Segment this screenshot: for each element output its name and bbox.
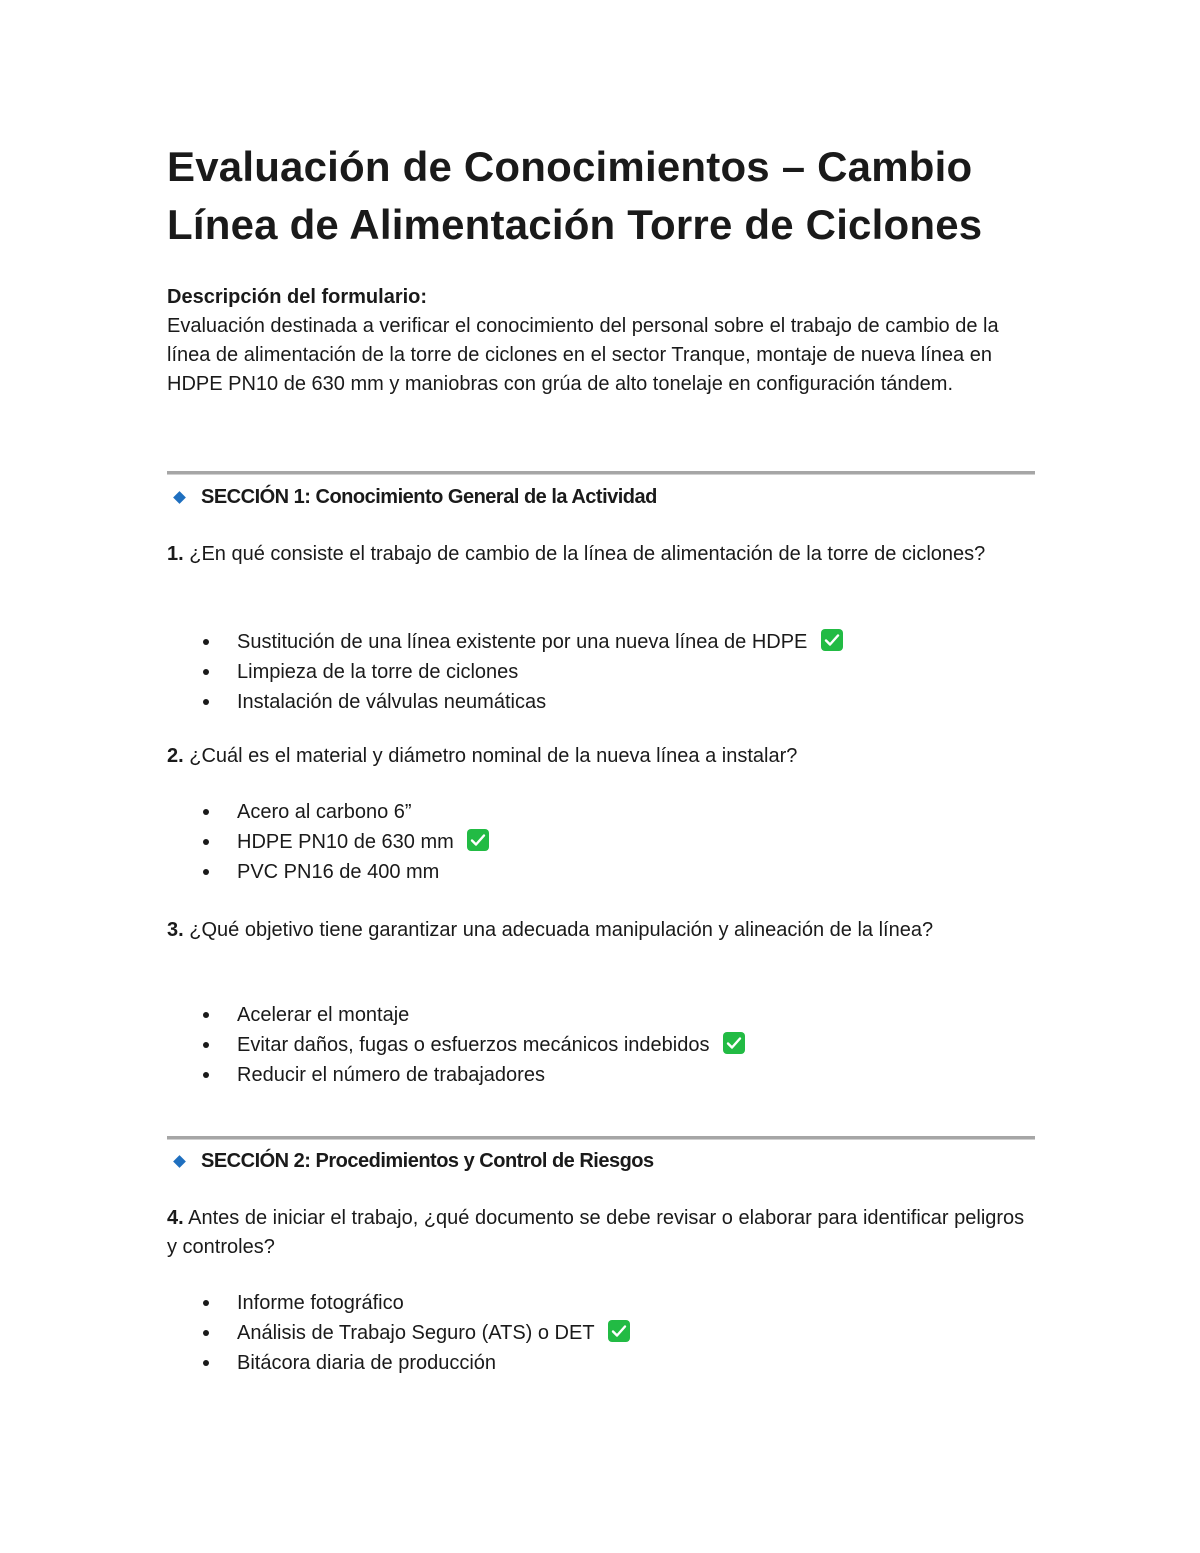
- option-label: Evitar daños, fugas o esfuerzos mecánicos indebidos: [237, 1034, 710, 1056]
- section-divider: [167, 471, 1035, 475]
- option-label: Reducir el número de trabajadores: [237, 1064, 545, 1086]
- question-number: 2.: [167, 745, 184, 767]
- section-divider: [167, 1136, 1035, 1140]
- option-item: [167, 857, 1027, 887]
- check-icon: [467, 829, 489, 851]
- question-text: ¿Qué objetivo tiene garantizar una adecuada manipulación y alineación de la línea?: [189, 919, 934, 941]
- question-number: 3.: [167, 919, 184, 941]
- option-label: Bitácora diaria de producción: [237, 1352, 497, 1374]
- option-label: PVC PN16 de 400 mm: [237, 861, 440, 883]
- form-description: [167, 283, 1027, 399]
- question-2: [167, 742, 1027, 771]
- option-label: Análisis de Trabajo Seguro (ATS) o DET: [237, 1322, 595, 1344]
- check-icon: [821, 629, 843, 651]
- option-item: [167, 687, 1027, 717]
- option-label: Instalación de válvulas neumáticas: [237, 691, 547, 713]
- option-label: Sustitución de una línea existente por una nueva línea de HDPE: [237, 631, 808, 653]
- option-item: [167, 827, 1027, 857]
- bullet-icon: [203, 1360, 209, 1366]
- description-text: Evaluación destinada a verificar el conocimiento del personal sobre el trabajo de cambio de la línea de alimentación de la torre de ciclones en el sector Tranque, montaje de nueva línea en HDPE PN10 de 630 mm y maniobras con grúa de alto tonelaje en configuración tándem.: [167, 315, 999, 395]
- diamond-icon: [173, 1155, 186, 1168]
- question-3: [167, 916, 1027, 945]
- option-item: [167, 797, 1027, 827]
- option-item: [167, 1348, 1027, 1378]
- option-item: [167, 627, 1027, 657]
- options-list-3: [167, 1000, 1027, 1090]
- option-label: HDPE PN10 de 630 mm: [237, 831, 454, 853]
- options-list-4: [167, 1288, 1027, 1378]
- bullet-icon: [203, 1072, 209, 1078]
- bullet-icon: [203, 809, 209, 815]
- options-list-2: [167, 797, 1027, 887]
- bullet-icon: [203, 869, 209, 875]
- diamond-icon: [173, 491, 186, 504]
- section-heading-2: [173, 1147, 654, 1175]
- option-label: Informe fotográfico: [237, 1292, 404, 1314]
- question-text: ¿Cuál es el material y diámetro nominal de la nueva línea a instalar?: [189, 745, 798, 767]
- option-item: [167, 1318, 1027, 1348]
- section-title: SECCIÓN 1: Conocimiento General de la Actividad: [201, 486, 657, 508]
- section-heading-1: [173, 483, 657, 511]
- bullet-icon: [203, 1300, 209, 1306]
- bullet-icon: [203, 639, 209, 645]
- option-label: Acero al carbono 6”: [237, 801, 412, 823]
- bullet-icon: [203, 669, 209, 675]
- question-number: 4.: [167, 1207, 184, 1229]
- description-label: Descripción del formulario:: [167, 286, 428, 308]
- bullet-icon: [203, 1042, 209, 1048]
- option-item: [167, 1060, 1027, 1090]
- bullet-icon: [203, 1012, 209, 1018]
- option-label: Acelerar el montaje: [237, 1004, 410, 1026]
- question-number: 1.: [167, 543, 184, 565]
- bullet-icon: [203, 699, 209, 705]
- check-icon: [608, 1320, 630, 1342]
- option-item: [167, 1030, 1027, 1060]
- options-list-1: [167, 627, 1027, 717]
- bullet-icon: [203, 839, 209, 845]
- option-item: [167, 1288, 1027, 1318]
- option-item: [167, 657, 1027, 687]
- option-item: [167, 1000, 1027, 1030]
- check-icon: [723, 1032, 745, 1054]
- question-text: Antes de iniciar el trabajo, ¿qué documento se debe revisar o elaborar para identificar peligros y controles?: [167, 1207, 1025, 1258]
- page-title: Evaluación de Conocimientos – Cambio Línea de Alimentación Torre de Ciclones: [167, 143, 983, 248]
- question-4: [167, 1204, 1027, 1262]
- question-1: [167, 540, 1027, 569]
- option-label: Limpieza de la torre de ciclones: [237, 661, 519, 683]
- section-title: SECCIÓN 2: Procedimientos y Control de Riesgos: [201, 1150, 654, 1172]
- question-text: ¿En qué consiste el trabajo de cambio de la línea de alimentación de la torre de ciclones?: [189, 543, 986, 565]
- bullet-icon: [203, 1330, 209, 1336]
